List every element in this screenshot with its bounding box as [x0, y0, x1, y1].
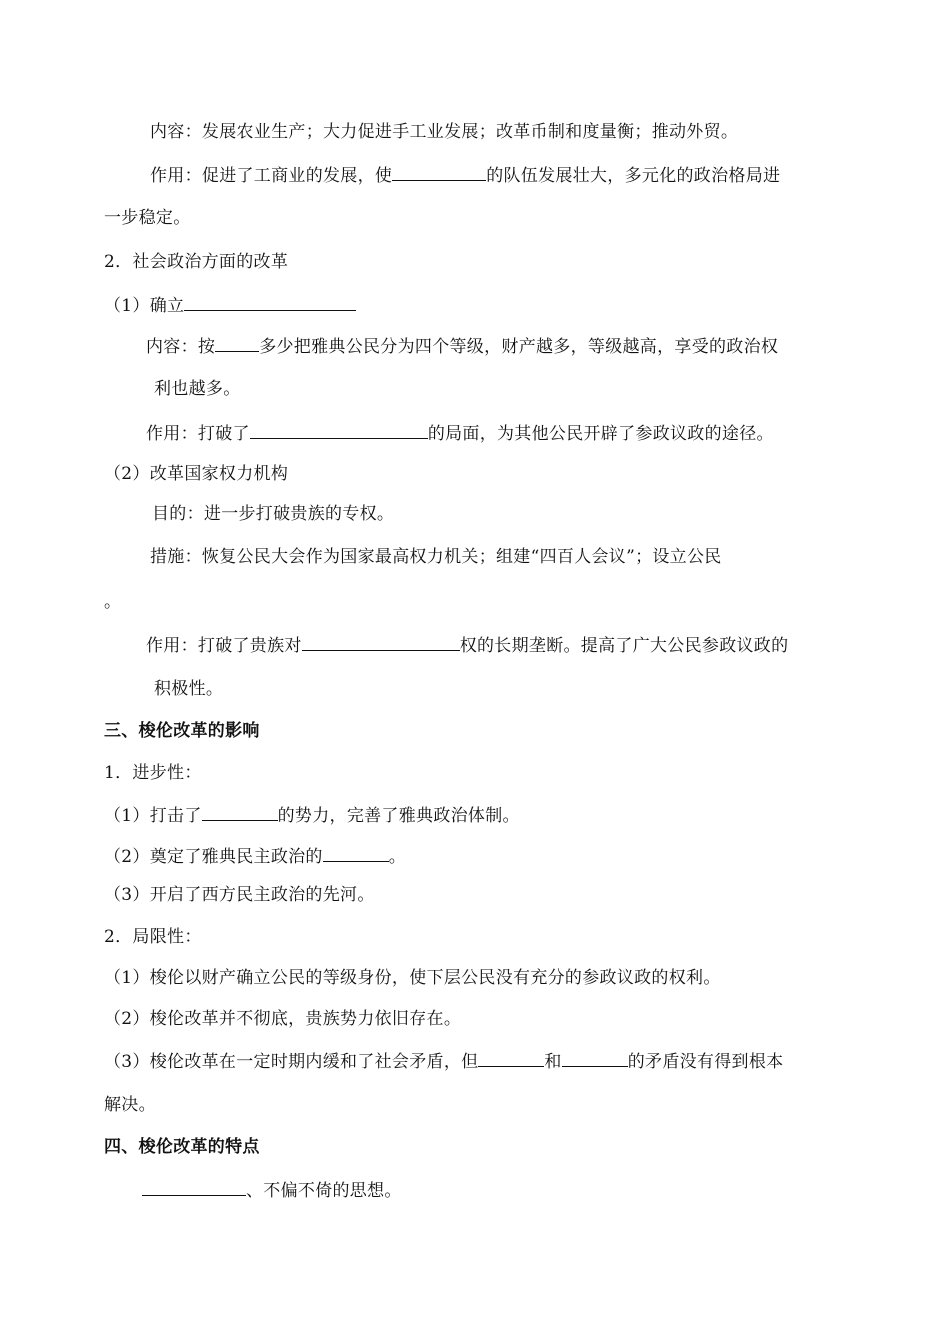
- subheading-progressive: 1．进步性：: [104, 763, 202, 783]
- line-establish-content: 内容：按 多少把雅典公民分为四个等级，财产越多，等级越高，享受的政治权: [146, 333, 778, 359]
- line-establish-content-cont: 利也越多。: [154, 379, 241, 399]
- line-reform-measures: 措施：恢复公民大会作为国家最高权力机关；组建“四百人会议”；设立公民: [150, 547, 722, 567]
- line-limitation-3: （3）梭伦改革在一定时期内缓和了社会矛盾，但 和 的矛盾没有得到根本: [104, 1048, 783, 1074]
- line-reform-effect: 作用：打破了贵族对 权的长期垄断。提高了广大公民参政议政的: [146, 632, 788, 658]
- line-reform-purpose: 目的：进一步打破贵族的专权。: [152, 504, 395, 524]
- subheading-limitations: 2．局限性：: [104, 927, 202, 947]
- subheading-social-political: 2．社会政治方面的改革: [104, 252, 289, 272]
- line-progressive-3: （3）开启了西方民主政治的先河。: [104, 885, 375, 905]
- line-economic-effect: 作用：促进了工商业的发展，使 的队伍发展壮大，多元化的政治格局进: [150, 162, 780, 188]
- line-reform-effect-cont: 积极性。: [154, 679, 224, 699]
- fill-blank[interactable]: [562, 1048, 628, 1067]
- line-economic-effect-cont: 一步稳定。: [104, 208, 191, 228]
- line-limitation-2: （2）梭伦改革并不彻底，贵族势力依旧存在。: [104, 1009, 462, 1029]
- line-progressive-1: （1）打击了 的势力，完善了雅典政治体制。: [104, 802, 520, 828]
- fill-blank[interactable]: [478, 1048, 544, 1067]
- line-limitation-3-cont: 解决。: [104, 1095, 156, 1115]
- fill-blank[interactable]: [323, 843, 389, 862]
- fill-blank[interactable]: [184, 292, 356, 311]
- fill-blank[interactable]: [215, 333, 259, 352]
- line-reform-measures-cont: 。: [104, 592, 122, 612]
- section-heading-features: 四、梭伦改革的特点: [104, 1137, 260, 1157]
- line-limitation-1: （1）梭伦以财产确立公民的等级身份，使下层公民没有充分的参政议政的权利。: [104, 968, 721, 988]
- fill-blank[interactable]: [302, 632, 460, 651]
- line-features: 、不偏不倚的思想。: [142, 1177, 402, 1203]
- section-heading-influence: 三、梭伦改革的影响: [104, 721, 260, 741]
- line-economic-content: 内容：发展农业生产；大力促进手工业发展；改革币制和度量衡；推动外贸。: [150, 122, 739, 142]
- fill-blank[interactable]: [202, 802, 278, 821]
- line-reform-power: （2）改革国家权力机构: [104, 464, 289, 484]
- fill-blank[interactable]: [392, 162, 486, 181]
- fill-blank[interactable]: [250, 420, 428, 439]
- fill-blank[interactable]: [142, 1177, 246, 1196]
- line-establish: （1）确立: [104, 292, 356, 318]
- line-establish-effect: 作用：打破了 的局面，为其他公民开辟了参政议政的途径。: [146, 420, 774, 446]
- line-progressive-2: （2）奠定了雅典民主政治的 。: [104, 843, 406, 869]
